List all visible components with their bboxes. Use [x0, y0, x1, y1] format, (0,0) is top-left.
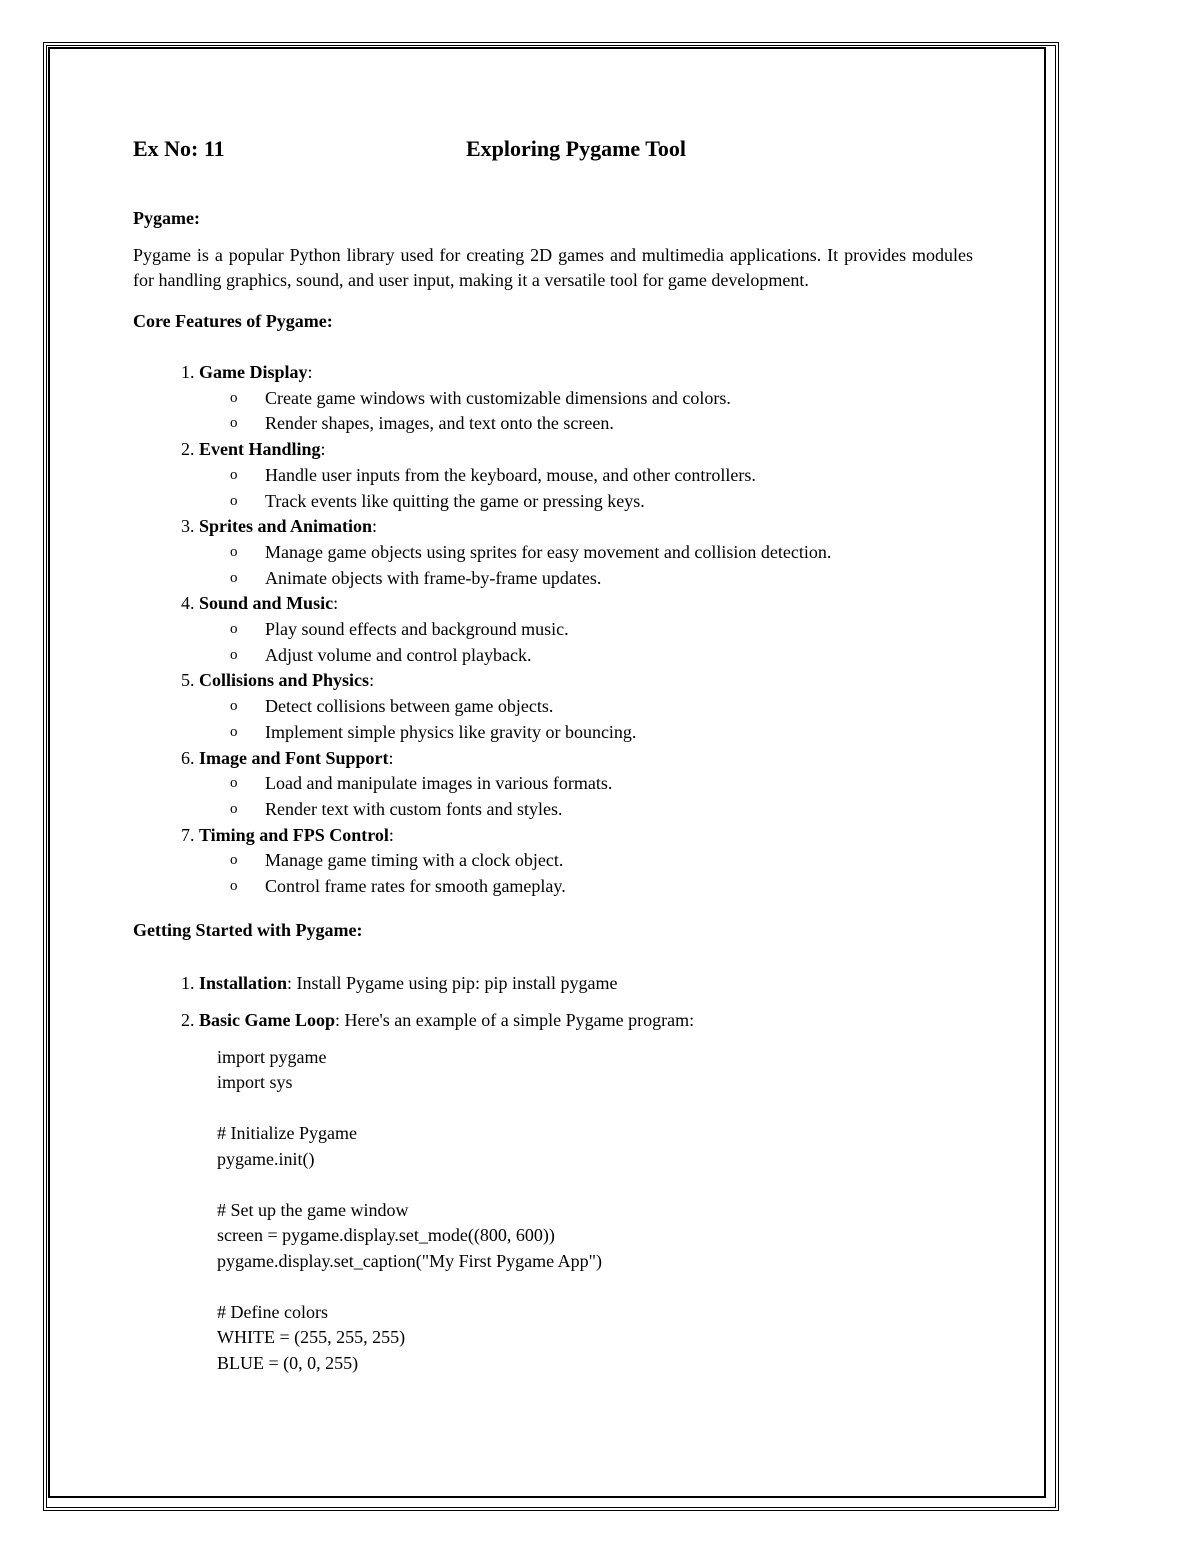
feature-title-suffix: : — [388, 747, 394, 768]
feature-bullet — [230, 540, 973, 566]
feature-bullet-text: Render shapes, images, and text onto the screen. — [265, 413, 614, 434]
circle-bullet-icon: o — [230, 569, 238, 586]
core-features-heading: Core Features of Pygame: — [133, 311, 333, 331]
circle-bullet-icon: o — [230, 543, 238, 560]
document-body — [133, 130, 973, 1376]
title-row — [133, 130, 973, 170]
circle-bullet-icon: o — [230, 723, 238, 740]
step-item — [199, 971, 973, 996]
code-line: # Set up the game window — [217, 1199, 409, 1220]
step-title: Basic Game Loop — [199, 1009, 336, 1030]
code-line: # Define colors — [217, 1301, 328, 1322]
feature-bullet-text: Track events like quitting the game or pressing keys. — [265, 490, 645, 511]
feature-title-suffix: : — [369, 670, 375, 691]
circle-bullet-icon: o — [230, 852, 238, 869]
feature-title: Sound and Music — [199, 593, 334, 614]
feature-bullet-text: Create game windows with customizable dimensions and colors. — [265, 387, 731, 408]
feature-title-suffix: : — [388, 824, 394, 845]
code-line: BLUE = (0, 0, 255) — [217, 1352, 359, 1373]
feature-bullets — [199, 386, 973, 437]
circle-bullet-icon: o — [230, 775, 238, 792]
feature-bullets — [199, 771, 973, 822]
pygame-heading: Pygame: — [133, 208, 200, 228]
feature-bullet — [230, 874, 973, 900]
feature-bullets — [199, 540, 973, 591]
feature-title: Image and Font Support — [199, 747, 389, 768]
feature-bullets — [199, 617, 973, 668]
feature-bullet — [230, 694, 973, 720]
feature-title: Event Handling — [199, 439, 321, 460]
core-features-list — [133, 360, 973, 900]
feature-bullet-text: Load and manipulate images in various formats. — [265, 773, 613, 794]
code-line — [217, 1096, 973, 1122]
step-text: : Here's an example of a simple Pygame program: — [335, 1009, 695, 1030]
circle-bullet-icon: o — [230, 621, 238, 638]
feature-bullet-text: Animate objects with frame-by-frame updates. — [265, 567, 602, 588]
step-item — [199, 1008, 973, 1033]
feature-title-suffix: : — [320, 439, 326, 460]
feature-title: Timing and FPS Control — [199, 824, 389, 845]
circle-bullet-icon: o — [230, 466, 238, 483]
feature-item — [199, 437, 973, 514]
feature-bullet — [230, 643, 973, 669]
circle-bullet-icon: o — [230, 492, 238, 509]
feature-bullet-text: Handle user inputs from the keyboard, mouse, and other controllers. — [265, 464, 756, 485]
feature-bullet — [230, 771, 973, 797]
code-line: pygame.init() — [217, 1148, 315, 1169]
feature-bullet — [230, 463, 973, 489]
feature-bullets — [199, 848, 973, 899]
feature-bullet-text: Manage game objects using sprites for easy movement and collision detection. — [265, 541, 832, 562]
feature-bullet-text: Manage game timing with a clock object. — [265, 850, 564, 871]
code-line — [217, 1274, 973, 1300]
getting-started-heading: Getting Started with Pygame: — [133, 919, 363, 940]
feature-item — [199, 591, 973, 668]
step-text: : Install Pygame using pip: pip install pygame — [287, 972, 618, 993]
code-line: # Initialize Pygame — [217, 1123, 357, 1144]
document-title: Exploring Pygame Tool — [466, 136, 687, 161]
pygame-intro-paragraph: Pygame is a popular Python library used for creating 2D games and multimedia applications. It provides modules for handling graphics, sound, and user input, making it a versatile tool for game development. — [133, 245, 973, 290]
feature-item — [199, 668, 973, 745]
feature-bullet-text: Implement simple physics like gravity or bouncing. — [265, 721, 637, 742]
feature-bullet-text: Play sound effects and background music. — [265, 619, 569, 640]
feature-bullets — [199, 694, 973, 745]
feature-bullet-text: Detect collisions between game objects. — [265, 696, 554, 717]
code-line: import sys — [217, 1072, 293, 1093]
feature-bullet — [230, 386, 973, 412]
feature-bullet-text: Adjust volume and control playback. — [265, 644, 532, 665]
step-title: Installation — [199, 972, 288, 993]
circle-bullet-icon: o — [230, 800, 238, 817]
feature-item — [199, 746, 973, 823]
feature-item — [199, 823, 973, 900]
feature-title-suffix: : — [307, 362, 313, 382]
circle-bullet-icon: o — [230, 646, 238, 663]
circle-bullet-icon: o — [230, 389, 238, 406]
circle-bullet-icon: o — [230, 415, 238, 432]
circle-bullet-icon: o — [230, 878, 238, 895]
feature-bullets — [199, 463, 973, 514]
feature-bullet — [230, 411, 973, 437]
feature-bullet-text: Render text with custom fonts and styles. — [265, 798, 563, 819]
code-line: screen = pygame.display.set_mode((800, 600)) — [217, 1225, 555, 1246]
feature-bullet — [230, 848, 973, 874]
getting-started-steps — [133, 971, 973, 1033]
circle-bullet-icon: o — [230, 698, 238, 715]
code-example — [217, 1045, 973, 1377]
feature-title: Sprites and Animation — [199, 516, 373, 537]
feature-item — [199, 514, 973, 591]
code-line: pygame.display.set_caption("My First Pygame App") — [217, 1250, 602, 1271]
feature-bullet — [230, 489, 973, 515]
feature-bullet — [230, 617, 973, 643]
feature-bullet — [230, 797, 973, 823]
code-line: import pygame — [217, 1046, 327, 1067]
exercise-number: Ex No: 11 — [133, 136, 225, 161]
feature-bullet — [230, 720, 973, 746]
code-line — [217, 1172, 973, 1198]
feature-bullet — [230, 566, 973, 592]
feature-title-suffix: : — [372, 516, 378, 537]
code-line: WHITE = (255, 255, 255) — [217, 1327, 406, 1348]
feature-item — [199, 360, 973, 437]
feature-title-suffix: : — [333, 593, 339, 614]
feature-title: Game Display — [199, 362, 308, 382]
feature-bullet-text: Control frame rates for smooth gameplay. — [265, 876, 566, 897]
feature-title: Collisions and Physics — [199, 670, 370, 691]
